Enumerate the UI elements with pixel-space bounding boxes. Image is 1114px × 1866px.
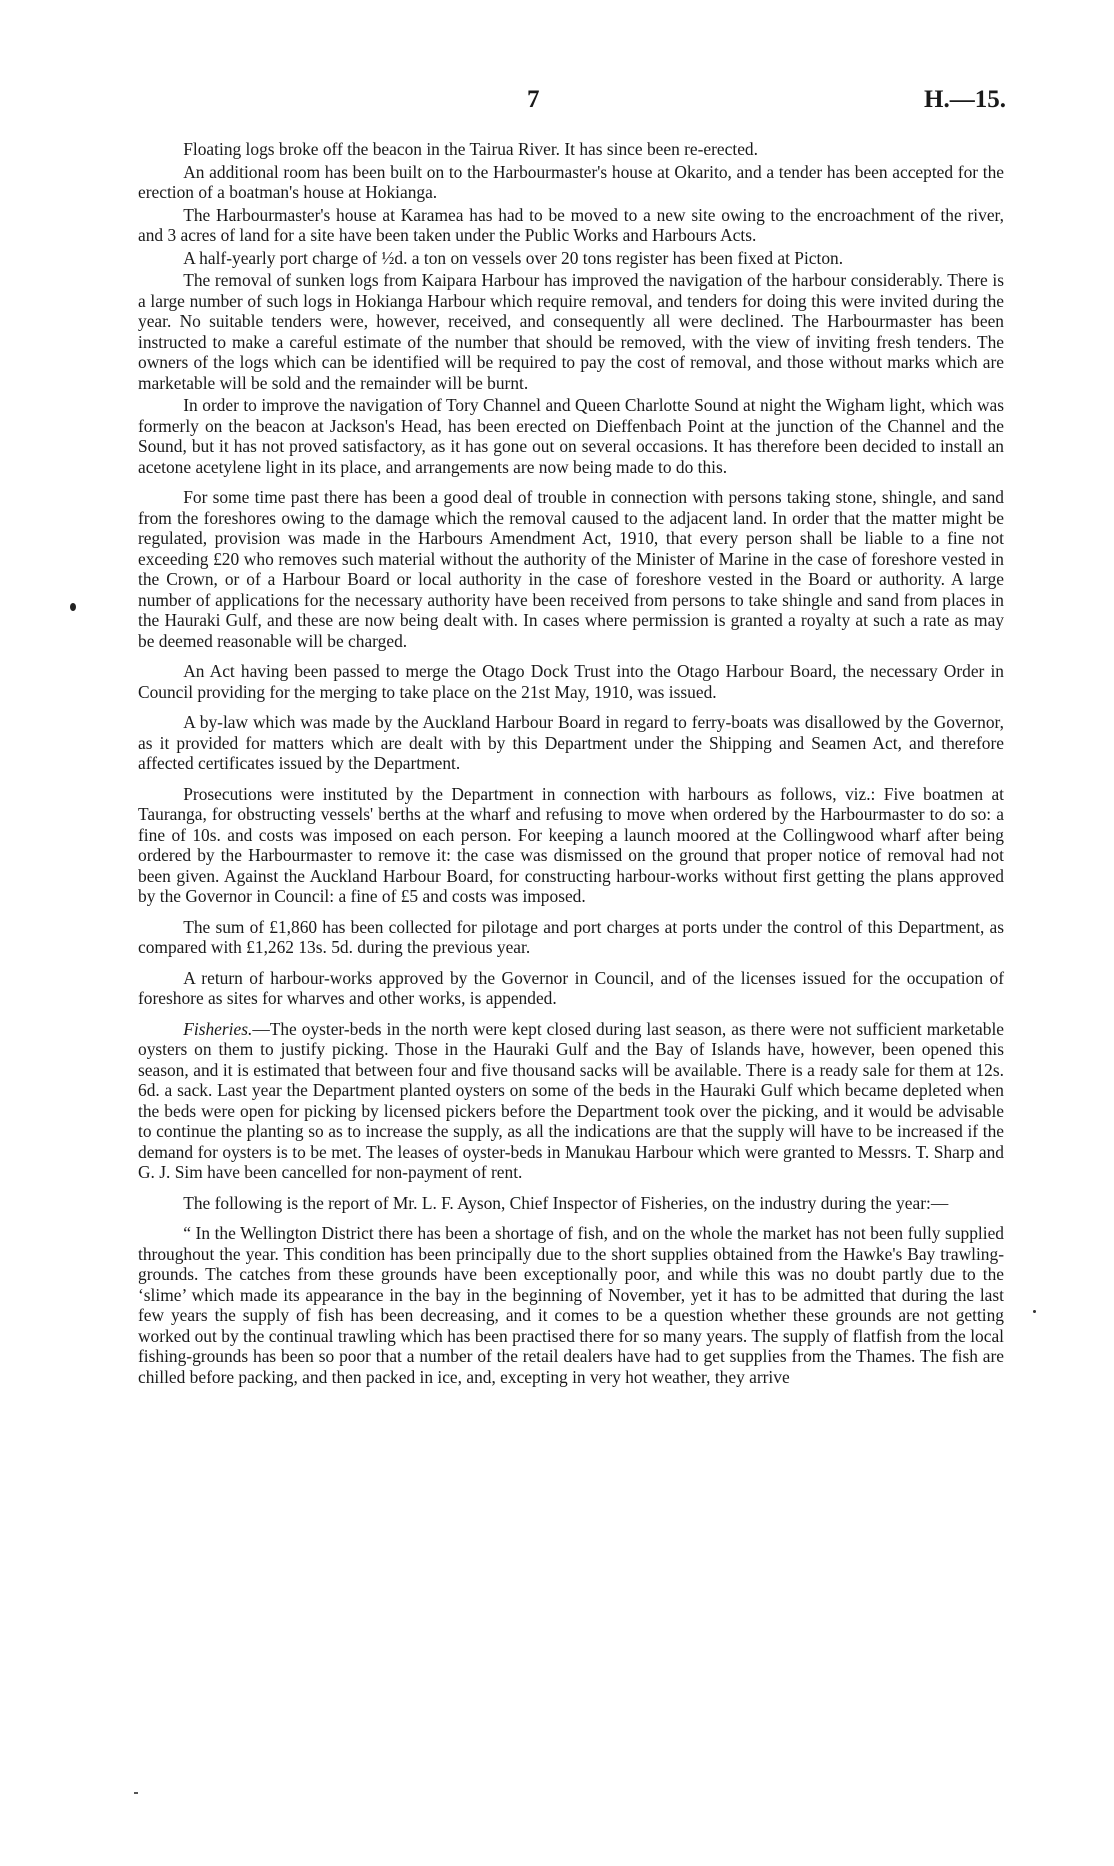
document-code: H.—15.	[924, 86, 1006, 113]
paragraph-prosecutions: Prosecutions were instituted by the Department in connection with harbours as follows, viz.: Five boatmen at Tauranga, for obstructing vessels' berths at the wharf and refusing to move when ordered by the Harbourmaster to do so: a fine of 10s. and costs was imposed on each person. For keeping a launch moored at the Collingwood wharf after being ordered by the Harbourmaster to remove it: the case was dismissed on the ground that proper notice of removal had not been given. Against the Auckland Harbour Board, for constructing harbour-works without first getting the plans approved by the Governor in Council: a fine of £5 and costs was imposed.	[138, 783, 1004, 906]
page-number: 7	[527, 86, 540, 113]
paragraph-otago-dock-trust: An Act having been passed to merge the Otago Dock Trust into the Otago Harbour Board, the necessary Order in Council providing for the merging to take place on the 21st May, 1910, was issued.	[138, 661, 1004, 702]
paragraph-ferry-bylaw: A by-law which was made by the Auckland Harbour Board in regard to ferry-boats was disallowed by the Governor, as it provided for matters which are dealt with by this Department under the Shipping and Seamen Act, and therefore affected certificates issued by the Department.	[138, 712, 1004, 773]
paragraph-foreshore-shingle: For some time past there has been a good deal of trouble in connection with persons taking stone, shingle, and sand from the foreshores owing to the damage which the removal caused to the adjacent land. In order that the matter might be regulated, provision was made in the Harbours Amendment Act, 1910, that every person shall be liable to a fine not exceeding £20 who removes such material without the authority of the Minister of Marine in the case of foreshore vested in the Crown, or of a Harbour Board or local authority in the case of foreshore vested in the Board or authority. A large number of applications for the necessary authority have been received from persons to take shingle and sand from places in the Hauraki Gulf, and these are now being dealt with. In cases where permission is granted a royalty at such a rate as may be deemed reasonable will be charged.	[138, 487, 1004, 651]
paragraph-tairua-beacon: Floating logs broke off the beacon in the Tairua River. It has since been re-erected.	[183, 139, 758, 159]
fisheries-text: —The oyster-beds in the north were kept closed during last season, as there were not sufficient marketable oysters on them to justify picking. Those in the Hauraki Gulf and the Bay of Islands have, however, been opened this season, and it is estimated that between four and five thousand sacks will be available. There is a ready sale for them at 12s. 6d. a sack. Last year the Department planted oysters on some of the beds in the Hauraki Gulf which became depleted when the beds were open for picking by licensed pickers before the Department took over the picking, and it would be advisable to continue the planting so as to increase the supply, as all the indications are that the supply will have to be increased if the demand for oysters is to be met. The leases of oyster-beds in Manukau Harbour which were granted to Messrs. T. Sharp and G. J. Sim have been cancelled for non-payment of rent.	[138, 1018, 1004, 1182]
paragraph-harbour-works-return: A return of harbour-works approved by the Governor in Council, and of the licenses issued for the occupation of foreshore as sites for wharves and other works, is appended.	[138, 967, 1004, 1008]
paragraph-report-intro: The following is the report of Mr. L. F. Ayson, Chief Inspector of Fisheries, on the industry during the year:—	[183, 1192, 949, 1213]
paragraph-karamea-house: The Harbourmaster's house at Karamea has had to be moved to a new site owing to the encroachment of the river, and 3 acres of land for a site have been taken under the Public Works and Harbours Acts.	[138, 204, 1004, 245]
margin-mark	[70, 603, 76, 611]
footer-mark	[134, 1792, 138, 1794]
paragraph-fisheries	[138, 1019, 1004, 1183]
body-text	[138, 139, 1004, 1389]
paragraph-pilotage-charges: The sum of £1,860 has been collected for pilotage and port charges at ports under the control of this Department, as compared with £1,262 13s. 5d. during the previous year.	[138, 916, 1004, 957]
page-header	[0, 86, 1114, 116]
margin-speck	[1033, 1310, 1036, 1313]
fisheries-heading: Fisheries.	[183, 1018, 253, 1039]
paragraph-tory-channel-light: In order to improve the navigation of Tory Channel and Queen Charlotte Sound at night the Wigham light, which was formerly on the beacon at Jackson's Head, has been erected on Dieffenbach Point at the junction of the Channel and the Sound, but it has not proved satisfactory, as it has gone out on several occasions. It has therefore been decided to install an acetone acetylene light in its place, and arrangements are now being made to do this.	[138, 395, 1004, 477]
paragraph-picton-port-charge: A half-yearly port charge of ½d. a ton on vessels over 20 tons register has been fixed at Picton.	[183, 247, 844, 268]
paragraph-sunken-logs: The removal of sunken logs from Kaipara Harbour has improved the navigation of the harbour considerably. There is a large number of such logs in Hokianga Harbour which require removal, and tenders for doing this were invited during the year. No suitable tenders were, however, received, and consequently all were declined. The Harbourmaster has been instructed to make a careful estimate of the number that should be removed, with the view of inviting fresh tenders. The owners of the logs which can be identified will be required to pay the cost of removal, and those without marks which are marketable will be sold and the remainder will be burnt.	[138, 270, 1004, 393]
paragraph-okarito-house: An additional room has been built on to the Harbourmaster's house at Okarito, and a tender has been accepted for the erection of a boatman's house at Hokianga.	[138, 161, 1004, 202]
paragraph-report-quote: “ In the Wellington District there has been a shortage of fish, and on the whole the market has not been fully supplied throughout the year. This condition has been principally due to the short supplies obtained from the Hawke's Bay trawling-grounds. The catches from these grounds have been exceptionally poor, and while this was no doubt partly due to the ‘slime’ which made its appearance in the bay in the beginning of November, yet it has to be admitted that during the last few years the supply of fish has been decreasing, and it comes to be a question whether these grounds are not getting worked out by the continual trawling which has been practised there for so many years. The supply of flatfish from the local fishing-grounds has been so poor that a number of the retail dealers have had to get supplies from the Thames. The fish are chilled before packing, and then packed in ice, and, excepting in very hot weather, they arrive	[138, 1223, 1004, 1387]
